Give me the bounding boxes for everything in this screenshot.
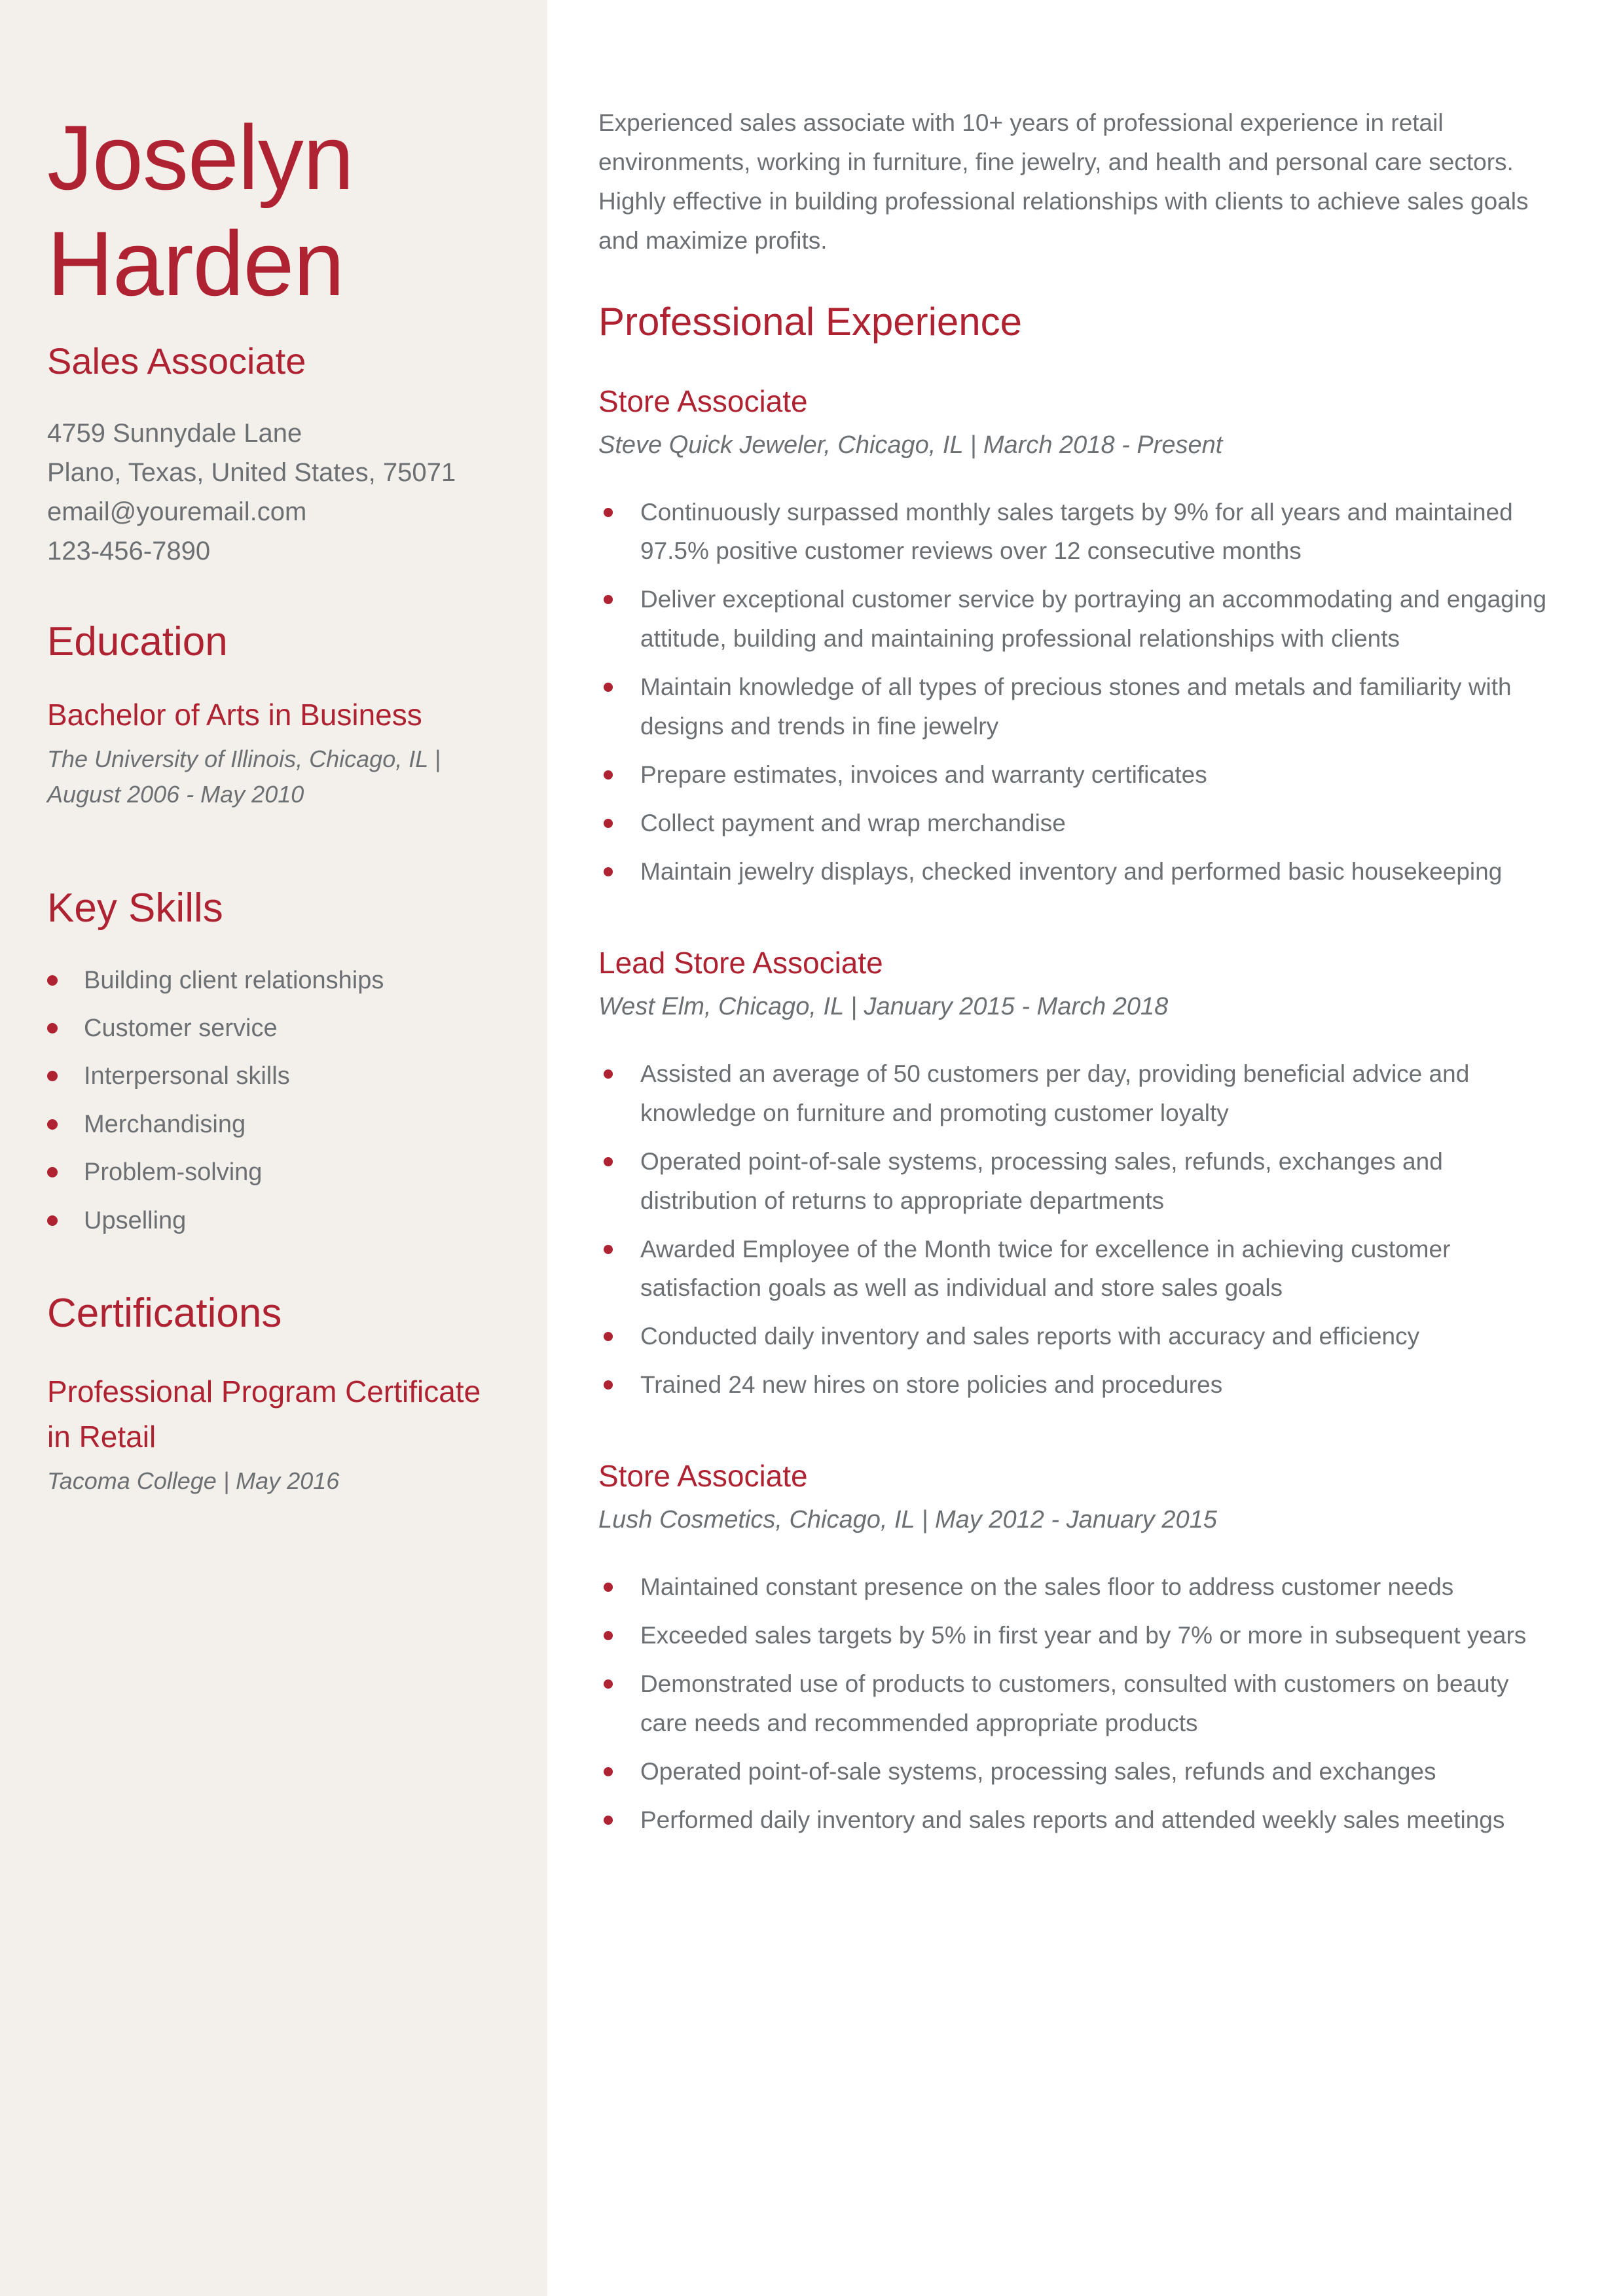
- job-bullet-text: Exceeded sales targets by 5% in first year and by 7% or more in subsequent years: [640, 1622, 1527, 1649]
- certifications-heading: Certifications: [47, 1290, 282, 1336]
- job-title: Lead Store Associate: [598, 945, 883, 980]
- job-bullet: [598, 1142, 1560, 1221]
- job-title: Store Associate: [598, 1459, 808, 1494]
- education-degree: Bachelor of Arts in Business: [47, 698, 422, 732]
- job-bullet-text: Assisted an average of 50 customers per day, providing beneficial advice and knowledge on furniture and promoting customer loyalty: [640, 1060, 1470, 1126]
- skill-label: Customer service: [84, 1014, 278, 1042]
- bullet-icon: [47, 1215, 58, 1226]
- bullet-icon: [47, 1023, 58, 1033]
- bullet-icon: [604, 508, 613, 517]
- education-school-line: The University of Illinois, Chicago, IL | August 2006 - May 2010: [47, 745, 441, 808]
- contact-block: [47, 414, 508, 571]
- bullet-icon: [604, 1157, 613, 1166]
- bullet-icon: [604, 1679, 613, 1689]
- skill-label: Problem-solving: [84, 1158, 263, 1187]
- contact-phone: 123-456-7890: [47, 536, 211, 565]
- bullet-icon: [604, 1767, 613, 1776]
- candidate-role: Sales Associate: [47, 340, 306, 382]
- skill-item: [47, 1060, 508, 1092]
- job-meta: Steve Quick Jeweler, Chicago, IL | March 2018 - Present: [598, 431, 1223, 459]
- bullet-icon: [604, 1245, 613, 1254]
- job-bullet: [598, 1317, 1560, 1356]
- job-bullet: [598, 1365, 1560, 1405]
- candidate-first-name: Joselyn: [47, 106, 354, 209]
- job-bullet-text: Maintained constant presence on the sales floor to address customer needs: [640, 1573, 1454, 1601]
- certification-title: Professional Program Certificate in Retail: [47, 1374, 481, 1454]
- job-bullet: [598, 668, 1560, 746]
- experience-heading: Professional Experience: [598, 299, 1023, 344]
- job-bullet: [598, 755, 1560, 795]
- job-bullet: [598, 852, 1560, 891]
- job-bullet-text: Conducted daily inventory and sales reports with accuracy and efficiency: [640, 1323, 1420, 1350]
- job-bullet-text: Trained 24 new hires on store policies and procedures: [640, 1371, 1223, 1399]
- candidate-last-name: Harden: [47, 212, 344, 315]
- bullet-icon: [604, 683, 613, 692]
- summary-paragraph: Experienced sales associate with 10+ years of professional experience in retail environments, working in furniture, fine jewelry, and health and personal care sectors. Highly effective in building professional relationships with clients to achieve sales goals and maximize profits.: [598, 109, 1529, 254]
- job-bullet: [598, 1616, 1560, 1655]
- education-heading: Education: [47, 619, 228, 664]
- bullet-icon: [47, 1167, 58, 1177]
- jobs: [598, 382, 1560, 1840]
- job-bullet-text: Prepare estimates, invoices and warranty certificates: [640, 761, 1207, 789]
- skill-label: Upselling: [84, 1206, 187, 1234]
- job-bullet: [598, 580, 1560, 658]
- job-bullet-text: Continuously surpassed monthly sales targets by 9% for all years and maintained 97.5% positive customer reviews over 12 consecutive months: [640, 498, 1513, 565]
- bullet-icon: [604, 1380, 613, 1390]
- job-bullet-text: Collect payment and wrap merchandise: [640, 810, 1066, 837]
- job-bullet: [598, 1568, 1560, 1607]
- job-bullet-text: Performed daily inventory and sales reports and attended weekly sales meetings: [640, 1806, 1505, 1833]
- sidebar: [0, 0, 547, 2296]
- bullet-icon: [604, 867, 613, 876]
- job-entry: [598, 382, 1560, 891]
- job-title: Store Associate: [598, 384, 808, 418]
- job-bullet-text: Deliver exceptional customer service by portraying an accommodating and engaging attitude, building and maintaining professional relationships with clients: [640, 586, 1547, 653]
- contact-email: email@youremail.com: [47, 497, 307, 526]
- skill-label: Building client relationships: [84, 966, 384, 994]
- job-bullet: [598, 1230, 1560, 1308]
- job-meta: Lush Cosmetics, Chicago, IL | May 2012 - January 2015: [598, 1506, 1217, 1534]
- certification-details: Tacoma College | May 2016: [47, 1467, 340, 1495]
- skill-label: Merchandising: [84, 1110, 246, 1138]
- job-bullet-text: Operated point-of-sale systems, processing sales, refunds and exchanges: [640, 1757, 1436, 1785]
- bullet-icon: [604, 819, 613, 828]
- job-meta: West Elm, Chicago, IL | January 2015 - March 2018: [598, 992, 1169, 1020]
- skill-item: [47, 1205, 508, 1237]
- contact-address-line2: Plano, Texas, United States, 75071: [47, 457, 456, 487]
- skill-item: [47, 965, 508, 997]
- job-bullet-text: Maintain knowledge of all types of precious stones and metals and familiarity with designs and trends in fine jewelry: [640, 673, 1512, 740]
- bullet-icon: [604, 1631, 613, 1640]
- job-bullets: [598, 493, 1560, 891]
- bullet-icon: [604, 770, 613, 780]
- skill-item: [47, 1013, 508, 1045]
- job-entry: [598, 944, 1560, 1405]
- job-bullet: [598, 804, 1560, 843]
- bullet-icon: [47, 1071, 58, 1081]
- job-entry: [598, 1457, 1560, 1839]
- bullet-icon: [47, 975, 58, 986]
- main-column: [547, 0, 1623, 2296]
- key-skills-list: [47, 965, 508, 1237]
- job-bullet-text: Demonstrated use of products to customers, consulted with customers on beauty care needs and recommended appropriate products: [640, 1670, 1509, 1736]
- bullet-icon: [604, 1816, 613, 1825]
- bullet-icon: [604, 1069, 613, 1079]
- job-bullet: [598, 1054, 1560, 1133]
- bullet-icon: [604, 595, 613, 604]
- job-bullet: [598, 1664, 1560, 1743]
- job-bullet-text: Operated point-of-sale systems, processing sales, refunds, exchanges and distribution of returns to appropriate departments: [640, 1147, 1443, 1214]
- skill-item: [47, 1157, 508, 1189]
- job-bullets: [598, 1054, 1560, 1405]
- job-bullet-text: Awarded Employee of the Month twice for excellence in achieving customer satisfaction goals as well as individual and store sales goals: [640, 1235, 1451, 1302]
- skill-label: Interpersonal skills: [84, 1062, 290, 1090]
- job-bullet: [598, 1801, 1560, 1840]
- bullet-icon: [47, 1119, 58, 1130]
- contact-address-line1: 4759 Sunnydale Lane: [47, 418, 302, 448]
- key-skills-heading: Key Skills: [47, 886, 223, 931]
- job-bullet: [598, 493, 1560, 571]
- candidate-name: [47, 105, 508, 317]
- bullet-icon: [604, 1583, 613, 1592]
- skill-item: [47, 1109, 508, 1141]
- job-bullets: [598, 1568, 1560, 1840]
- bullet-icon: [604, 1332, 613, 1341]
- job-bullet: [598, 1752, 1560, 1791]
- job-bullet-text: Maintain jewelry displays, checked inventory and performed basic housekeeping: [640, 858, 1503, 886]
